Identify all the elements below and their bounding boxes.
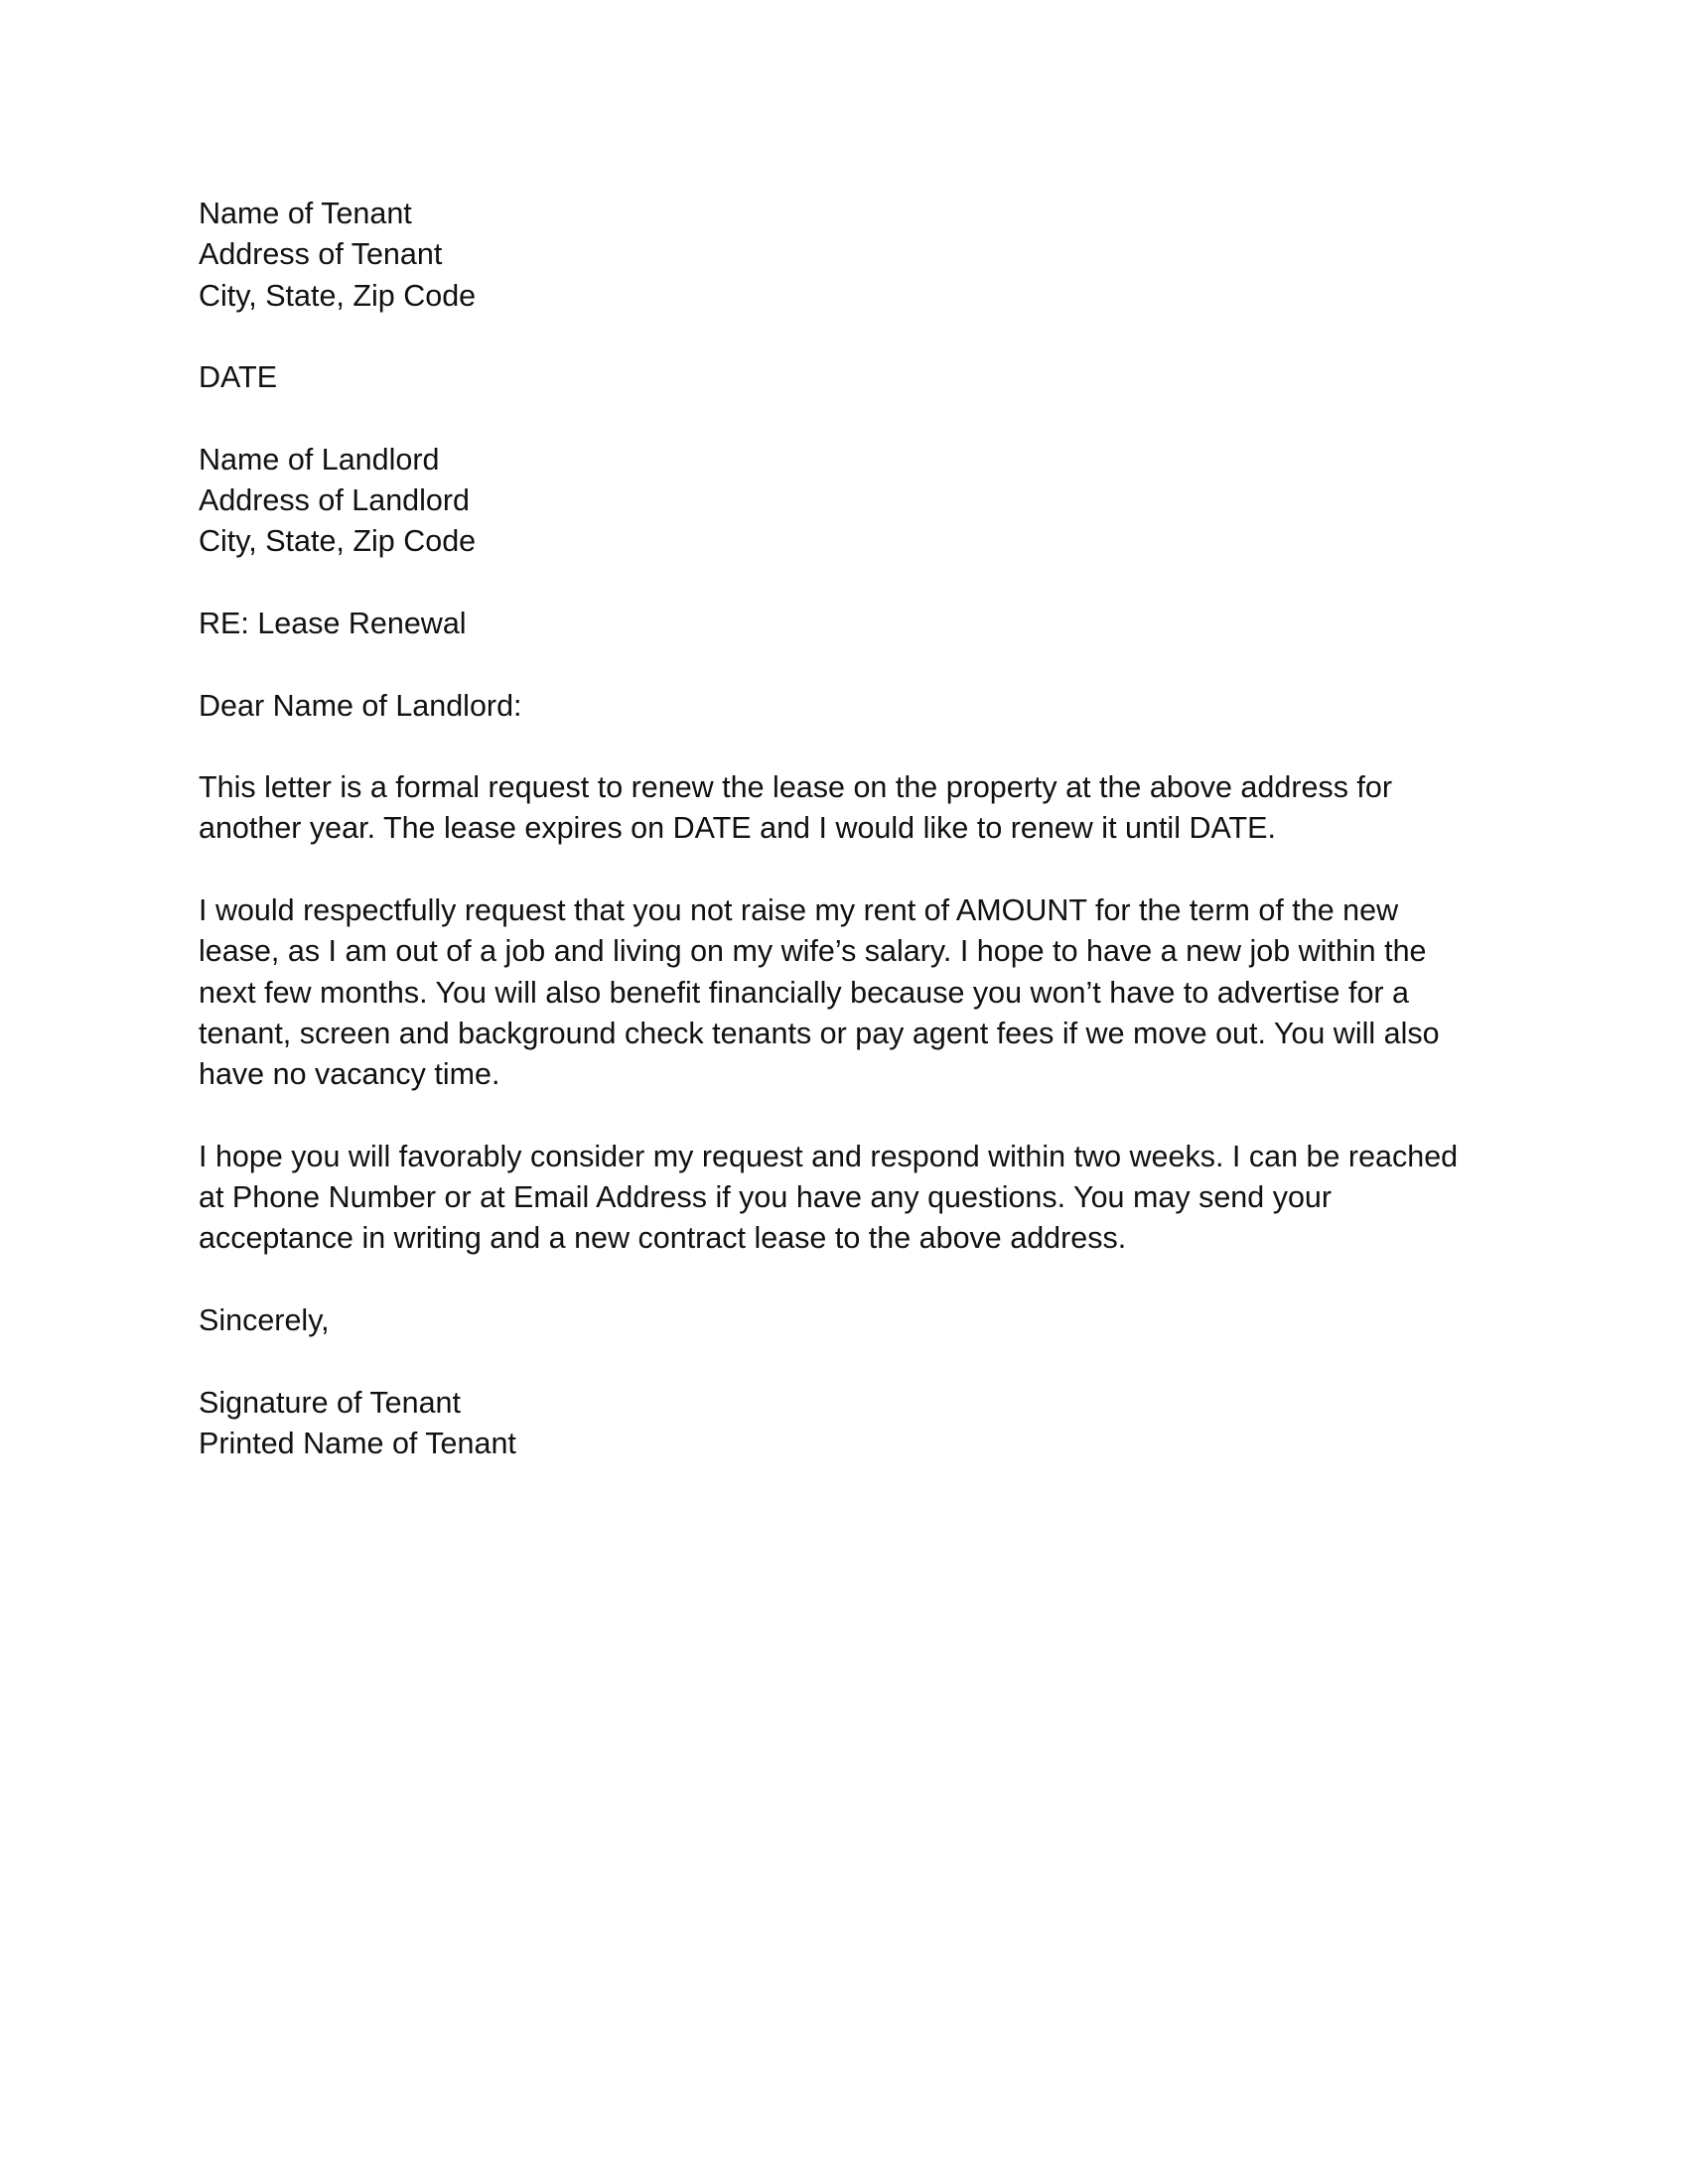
paragraph-response-request: I hope you will favorably consider my request and respond within two weeks. I can be reached at Phone Number or at Email Address if you have any questions. You may send your acceptance in writing and a new contract lease to the above address. [199, 1139, 1459, 1256]
tenant-address: Address of Tenant [199, 237, 443, 272]
paragraph-renewal-request: This letter is a formal request to renew the lease on the property at the above address for another year. The lease expires on DATE and I would like to renew it until DATE. [199, 770, 1393, 846]
salutation-block [199, 686, 1479, 727]
closing-block [199, 1300, 1479, 1341]
subject-block [199, 604, 1479, 644]
subject-line: RE: Lease Renewal [199, 606, 467, 640]
tenant-name: Name of Tenant [199, 197, 412, 230]
landlord-city-state-zip: City, State, Zip Code [199, 524, 477, 559]
tenant-city-state-zip: City, State, Zip Code [199, 278, 477, 313]
letter-body [199, 194, 1479, 1506]
closing: Sincerely, [199, 1303, 330, 1338]
printed-name-line: Printed Name of Tenant [199, 1426, 516, 1460]
signature-block [199, 1383, 1479, 1465]
signature-line: Signature of Tenant [199, 1385, 461, 1420]
landlord-address: Address of Landlord [199, 483, 470, 518]
paragraph-rent-request: I would respectfully request that you not raise my rent of AMOUNT for the term of the new lease, as I am out of a job and living on my wife’s salary. I hope to have a new job within the next few months. You will also benefit financially because you won’t have to advertise for a tenant, screen and background check tenants or pay agent fees if we move out. You will also have no vacancy time. [199, 893, 1440, 1092]
landlord-name: Name of Landlord [199, 442, 440, 477]
landlord-address-block [199, 440, 1479, 563]
tenant-address-block [199, 194, 1479, 317]
date-block [199, 357, 1479, 398]
salutation: Dear Name of Landlord: [199, 688, 522, 723]
letter-date: DATE [199, 360, 278, 395]
